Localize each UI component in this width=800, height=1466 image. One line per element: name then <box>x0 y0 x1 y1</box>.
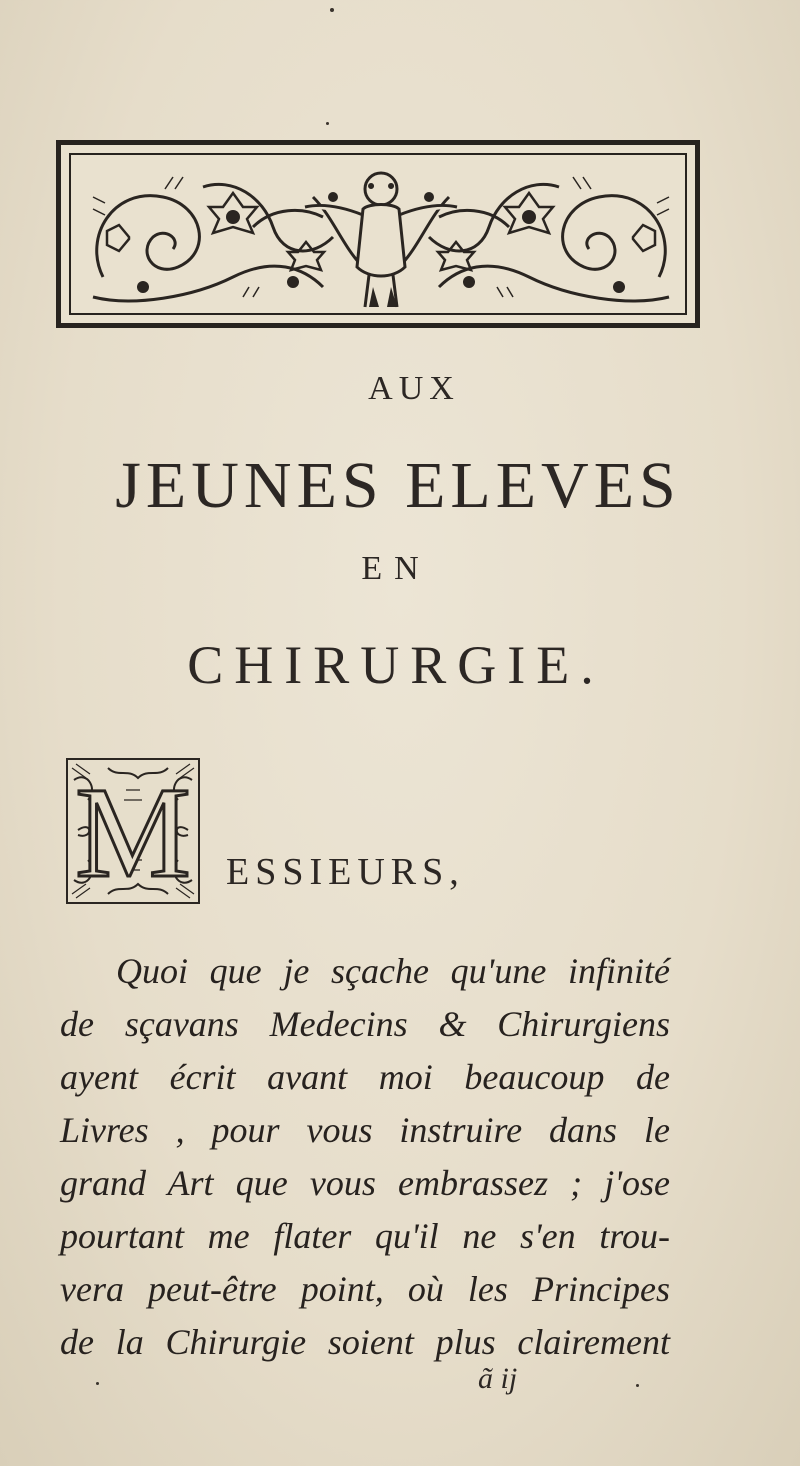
floral-scroll-icon <box>73 157 689 317</box>
decorated-initial <box>66 758 200 904</box>
foxing-speck <box>636 1384 639 1387</box>
salutation-rest: ESSIEURS, <box>226 851 465 893</box>
body-line: de sçavans Medecins & Chirurgiens <box>60 1004 670 1044</box>
initial-letter: M <box>75 761 191 905</box>
heading-line-chirurgie: CHIRURGIE. <box>187 635 605 695</box>
body-paragraph <box>60 945 670 1369</box>
foxing-speck <box>326 122 329 125</box>
foxing-speck <box>330 8 334 12</box>
signature-mark: ã ij <box>478 1362 518 1395</box>
heading-line-jeunes-eleves: JEUNES ELEVES <box>115 449 681 522</box>
body-line: de la Chirurgie soient plus clairement <box>60 1322 670 1362</box>
body-line: vera peut-être point, où les Principes <box>60 1269 670 1309</box>
body-line: Livres , pour vous instruire dans le <box>60 1110 670 1150</box>
body-line: pourtant me flater qu'il ne s'en trou- <box>60 1216 670 1256</box>
body-line: ayent écrit avant moi beaucoup de <box>60 1057 670 1097</box>
body-line: Quoi que je sçache qu'une infinité <box>116 951 670 991</box>
headpiece-ornament <box>56 140 700 328</box>
heading-line-aux: AUX <box>368 370 460 407</box>
foxing-speck <box>96 1382 99 1385</box>
body-line: grand Art que vous embrassez ; j'ose <box>60 1163 670 1203</box>
heading-line-en: EN <box>361 550 431 587</box>
